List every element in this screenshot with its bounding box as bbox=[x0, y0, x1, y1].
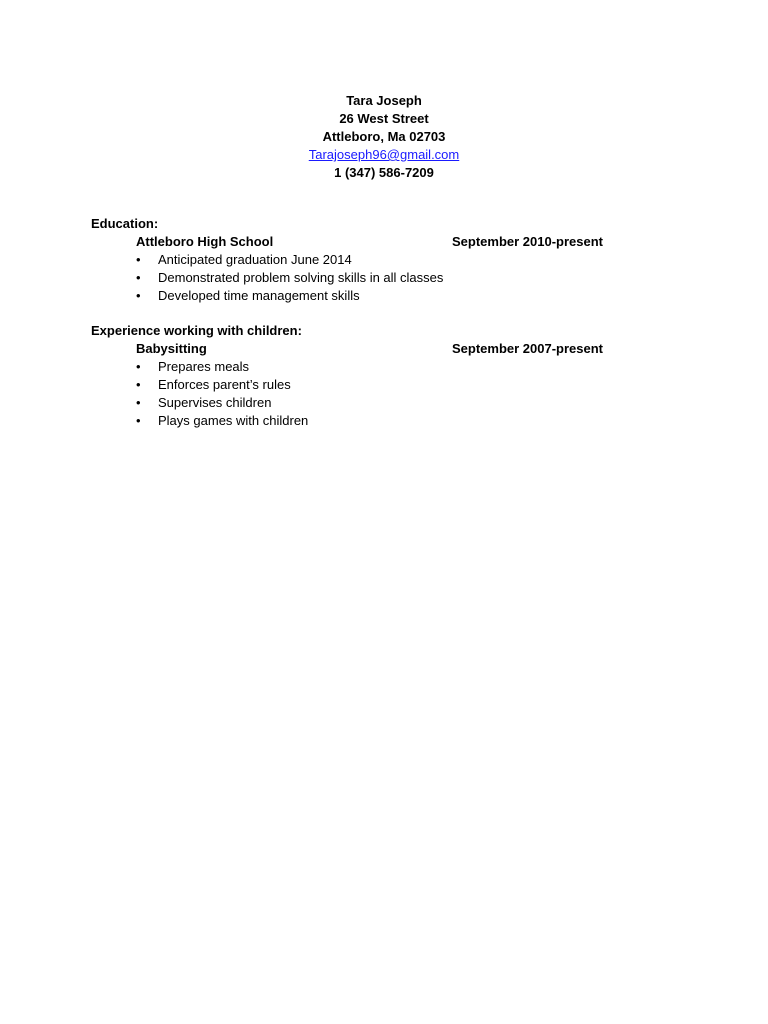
bullet-icon: • bbox=[136, 377, 141, 392]
education-dates: September 2010-present bbox=[452, 234, 604, 249]
list-item-text: Enforces parent’s rules bbox=[158, 377, 291, 392]
list-item bbox=[91, 269, 651, 287]
list-item-text: Demonstrated problem solving skills in all classes bbox=[158, 270, 444, 285]
education-section bbox=[91, 215, 651, 305]
email-link[interactable]: Tarajoseph96@gmail.com bbox=[308, 147, 460, 162]
list-item-text: Prepares meals bbox=[158, 359, 250, 374]
experience-section bbox=[91, 322, 651, 430]
experience-heading: Experience working with children: bbox=[91, 323, 302, 338]
list-item bbox=[91, 394, 651, 412]
bullet-icon: • bbox=[136, 395, 141, 410]
role-name: Babysitting bbox=[136, 341, 207, 356]
list-item-text: Anticipated graduation June 2014 bbox=[158, 252, 352, 267]
list-item-text: Supervises children bbox=[158, 395, 272, 410]
list-item-text: Plays games with children bbox=[158, 413, 309, 428]
city-state-zip: Attleboro, Ma 02703 bbox=[322, 129, 446, 144]
experience-entry bbox=[91, 340, 651, 358]
list-item bbox=[91, 251, 651, 269]
list-item-text: Developed time management skills bbox=[158, 288, 360, 303]
phone-number: 1 (347) 586-7209 bbox=[334, 165, 434, 180]
bullet-icon: • bbox=[136, 359, 141, 374]
bullet-icon: • bbox=[136, 270, 141, 285]
applicant-name: Tara Joseph bbox=[346, 93, 422, 108]
education-bullet-list bbox=[91, 251, 651, 305]
bullet-icon: • bbox=[136, 413, 141, 428]
bullet-icon: • bbox=[136, 252, 141, 267]
education-entry bbox=[91, 233, 651, 251]
bullet-icon: • bbox=[136, 288, 141, 303]
list-item bbox=[91, 376, 651, 394]
contact-header bbox=[0, 92, 768, 182]
experience-dates: September 2007-present bbox=[452, 341, 604, 356]
school-name: Attleboro High School bbox=[136, 234, 274, 249]
experience-bullet-list bbox=[91, 358, 651, 430]
list-item bbox=[91, 358, 651, 376]
education-heading: Education: bbox=[91, 216, 159, 231]
list-item bbox=[91, 412, 651, 430]
list-item bbox=[91, 287, 651, 305]
street-address: 26 West Street bbox=[339, 111, 429, 126]
